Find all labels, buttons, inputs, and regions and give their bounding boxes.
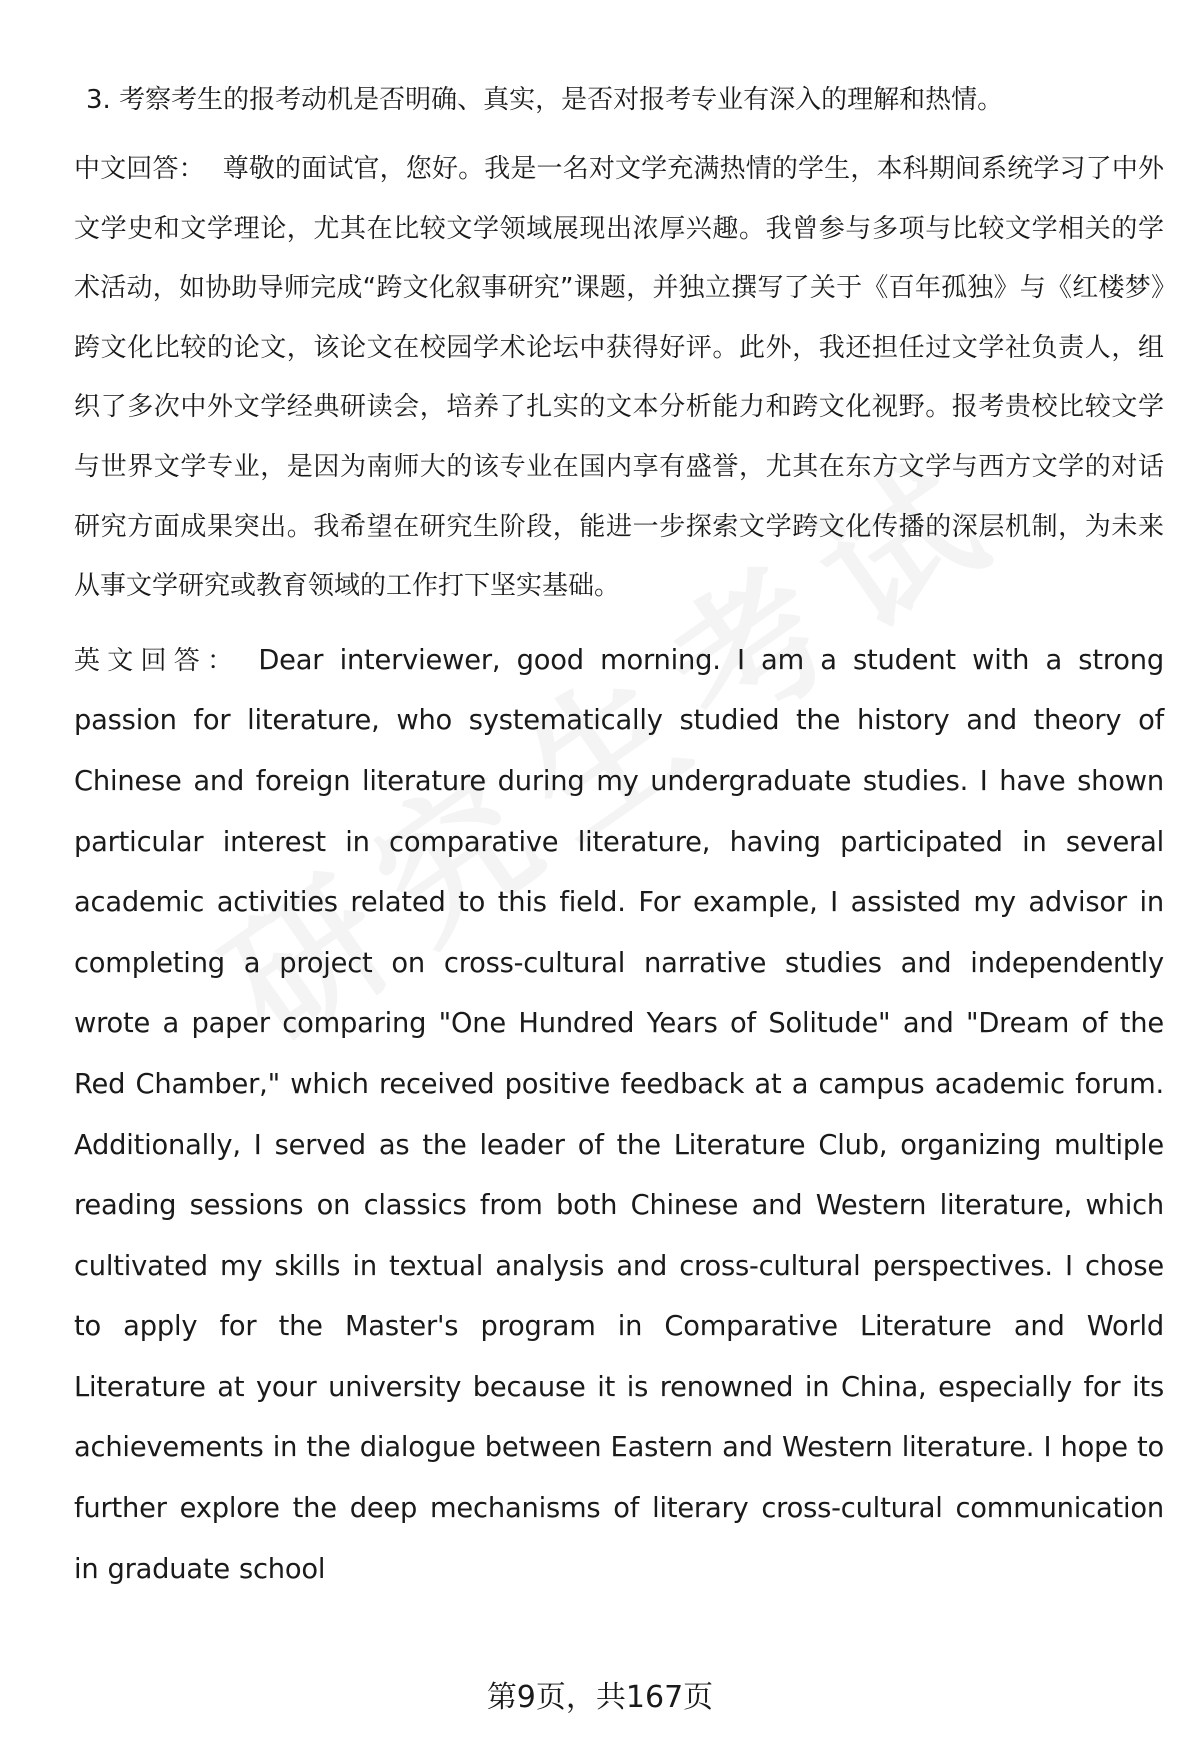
evaluation-criterion: 3. 考察考生的报考动机是否明确、真实，是否对报考专业有深入的理解和热情。 [86,85,1004,115]
page-indicator: 第9页，共167页 [486,1680,714,1715]
document-page [74,70,1164,1600]
english-answer-label: 英文回答： [74,645,241,676]
chinese-answer [74,140,1164,617]
english-answer-text: Dear interviewer, good morning. I am a student with a strong passion for literature, who systematically studied the history and theory of Chinese and foreign literature during my undergraduate studies. I have shown particular interest in comparative literature, having participated in several academic activities related to this field. For example, I assisted my advisor in completing a project on cross-cultural narrative studies and independently wrote a paper comparing "One Hundred Years of Solitude" and "Dream of the Red Chamber," which received positive feedback at a campus academic forum. Additionally, I served as the leader of the Literature Club, organizing multiple reading sessions on classics from both Chinese and Western literature, which cultivated my skills in textual analysis and cross-cultural perspectives. I chose to apply for the Master's program in Comparative Literature and World Literature at your university because it is renowned in China, especially for its achievements in the dialogue between Eastern and Western literature. I hope to further explore the deep mechanisms of literary cross-cultural communication in graduate school [74,644,1164,1585]
chinese-answer-label: 中文回答： [74,154,205,184]
chinese-answer-text: 尊敬的面试官，您好。我是一名对文学充满热情的学生，本科期间系统学习了中外文学史和文学理论，尤其在比较文学领域展现出浓厚兴趣。我曾参与多项与比较文学相关的学术活动，如协助导师完成“跨文化叙事研究”课题，并独立撰写了关于《百年孤独》与《红楼梦》跨文化比较的论文，该论文在校园学术论坛中获得好评。此外，我还担任过文学社负责人，组织了多次中外文学经典研读会，培养了扎实的文本分析能力和跨文化视野。报考贵校比较文学与世界文学专业，是因为南师大的该专业在国内享有盛誉，尤其在东方文学与西方文学的对话研究方面成果突出。我希望在研究生阶段，能进一步探索文学跨文化传播的深层机制，为未来从事文学研究或教育领域的工作打下坚实基础。 [74,154,1164,602]
english-answer [74,631,1164,1601]
